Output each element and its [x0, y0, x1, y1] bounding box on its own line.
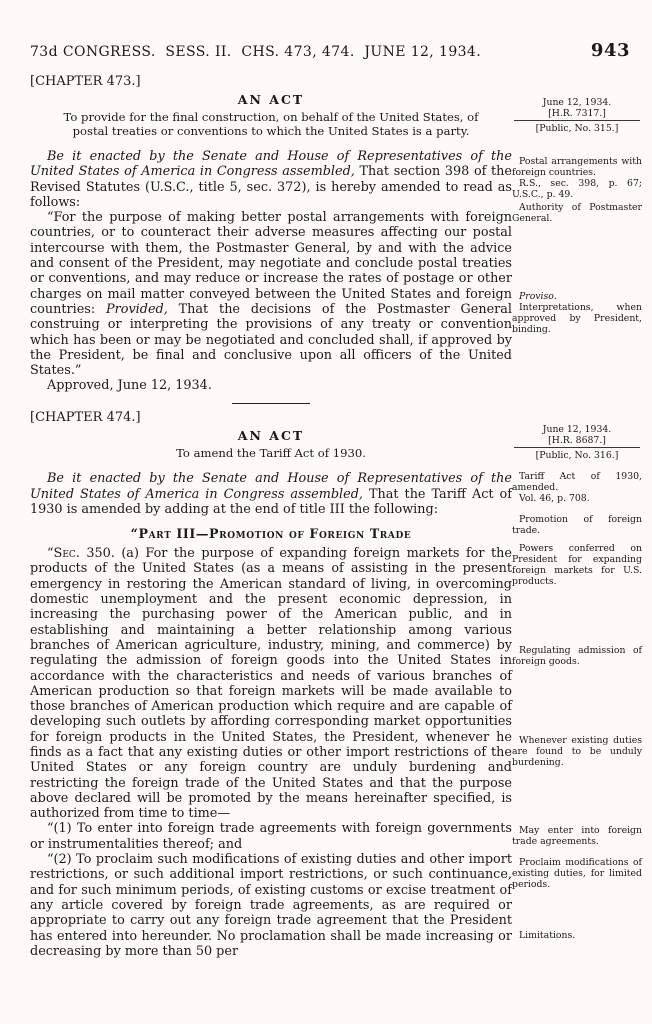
section-350-label: Sec. [53, 546, 80, 562]
margin-note-tariff-act [512, 471, 642, 504]
enacting-clause-italic: Be it enacted by the Senate and House of Representatives of the United States of America in Congress assembled, [30, 149, 512, 180]
margin-note-public-number: [Public, No. 316.] [535, 450, 619, 461]
section-350-open-quote: “ [47, 546, 54, 562]
margin-note-text: Authority of Postmaster General. [512, 202, 642, 224]
enacting-clause-rest: That the Tariff Act of 1930 is amended by adding at the end of title III the following: [30, 486, 513, 517]
margin-note-date-line: June 12, 1934. [542, 97, 612, 108]
margin-note-proclaim [512, 857, 642, 890]
margin-note-powers [512, 543, 642, 587]
margin-note-citation: R.S., sec. 398, p. 67; U.S.C., p. 49. [512, 178, 642, 200]
margin-note-whenever [512, 735, 642, 768]
margin-note-ch474-date [512, 424, 642, 461]
margin-note-text: May enter into foreign trade agreements. [512, 825, 642, 847]
margin-note-public-number: [Public, No. 315.] [535, 123, 619, 134]
margin-note-postal-arrangements [512, 156, 642, 200]
enacting-clause-italic: Be it enacted by the Senate and House of Representatives of the United States of America in Congress assembled, [30, 471, 512, 502]
margin-note-bill-number: [H.R. 7317.] [548, 108, 606, 119]
margin-note-text: Interpretations, when approved by President, binding. [512, 302, 642, 335]
margin-note-text: Powers conferred on President for expanding foreign markets for U.S. products. [512, 543, 642, 587]
margin-note-rule [514, 120, 640, 121]
chapter-474-enacting-clause [30, 471, 512, 517]
margin-note-date-line: June 12, 1934. [542, 424, 612, 435]
chapter-473-body-text-1: “For the purpose of making better postal arrangements with foreign countries, or to counteract their adverse measures affecting our postal intercourse with them, the Postmaster General, by and with the advice and consent of the President, may negotiate and conclude postal treaties or conventions, and may reduce or increase the rates of postage or other charges on mail matter conveyed between the United States and foreign countries: [30, 210, 512, 317]
enacting-clause-rest: That section 398 of the Revised Statutes (U.S.C., title 5, sec. 372), is hereby amended to read as follows: [30, 164, 512, 210]
chapter-473-body [30, 210, 512, 378]
margin-note-limitations [512, 930, 642, 941]
chapter-474-an-act-heading: AN ACT [237, 427, 305, 443]
chapter-473-act-title: To provide for the final construction, on behalf of the United States, of postal treaties or conventions to which the United States is a party. [63, 110, 479, 138]
part-iii-heading-text: Part III—Promotion of Foreign Trade [138, 526, 412, 542]
margin-note-text: Regulating admission of foreign goods. [512, 645, 642, 667]
section-350a-paragraph [30, 546, 512, 821]
chapter-473-label: [CHAPTER 473.] [30, 74, 141, 89]
margin-note-text: Limitations. [519, 930, 576, 941]
running-head-title: 73d CONGRESS. SESS. II. CHS. 473, 474. JUNE 12, 1934. [30, 44, 482, 60]
proviso-word: Provided, [106, 301, 168, 317]
margin-note-authority [512, 202, 642, 224]
margin-note-text: Promotion of foreign trade. [512, 514, 642, 536]
margin-note-text: Proclaim modifications of existing duties, for limited periods. [512, 857, 642, 890]
margin-note-proviso [512, 291, 642, 335]
margin-note-citation: Vol. 46, p. 708. [519, 493, 590, 504]
chapter-473-body-text-2: That the decisions of the Postmaster General construing or interpreting the provisions of any treaty or convention which has been or may be negotiated and concluded shall, if approved by the President, be final and conclusive upon all officers of the United States.” [30, 301, 512, 379]
margin-note-promotion [512, 514, 642, 536]
chapter-474-act-title: To amend the Tariff Act of 1930. [176, 445, 366, 460]
chapter-473-an-act-heading: AN ACT [237, 92, 305, 107]
section-350a-text: 350. (a) For the purpose of expanding foreign markets for the products of the United States (as a means of assisting in the present emergency in restoring the American standard of living, in overcoming domestic unemployment and the present economic depression, in increasing the purchasing power of the American public, and in establishing and maintaining a better relationship among various branches of American agriculture, industry, mining, and commerce) by regulating the admission of foreign goods into the United States in accordance with the characteristics and needs of various branches of American production so that foreign markets will be made available to those branches of American production which require and are capable of developing such outlets by affording corresponding market opportunities for foreign products in the United States, the President, whenever he finds as a fact that any existing duties or other import restrictions of the United States or any foreign country are unduly burdening and restricting the foreign trade of the United States and that the purpose above declared will be promoted by the means hereinafter specified, is authorized from time to time— [30, 546, 512, 822]
main-column [30, 68, 512, 959]
margin-note-regulating [512, 645, 642, 667]
page-number: 943 [590, 40, 630, 61]
margin-note-text: Tariff Act of 1930, amended. [512, 471, 642, 493]
chapter-473-enacting-clause [30, 149, 512, 210]
part-iii-open-quote: “ [130, 526, 139, 542]
chapter-473-approved-line: Approved, June 12, 1934. [47, 378, 212, 394]
section-350a-item-1: “(1) To enter into foreign trade agreements with foreign governments or instrumentalities thereof; and [30, 821, 512, 852]
margin-note-text: Whenever existing duties are found to be unduly burdening. [512, 735, 642, 768]
margin-note-text: Postal arrangements with foreign countries. [512, 156, 642, 178]
margin-note-ch473-date [512, 97, 642, 134]
margin-note-bill-number: [H.R. 8687.] [548, 435, 606, 446]
chapter-divider-rule [232, 403, 310, 404]
margin-note-rule [514, 447, 640, 448]
part-iii-heading [30, 526, 512, 541]
margin-note-may-enter [512, 825, 642, 847]
chapter-474-label: [CHAPTER 474.] [30, 409, 141, 425]
running-head [30, 40, 630, 61]
section-350a-item-2: “(2) To proclaim such modifications of existing duties and other import restrictions, or such additional import restrictions, or such continuance, and for such minimum periods, of existing customs or excise treatment of any article covered by foreign trade agreements, as are required or appropriate to carry out any foreign trade agreement that the President has entered into hereunder. No proclamation shall be made increasing or decreasing by more than 50 per [30, 852, 512, 959]
margin-note-proviso-label: Proviso. [519, 291, 557, 302]
